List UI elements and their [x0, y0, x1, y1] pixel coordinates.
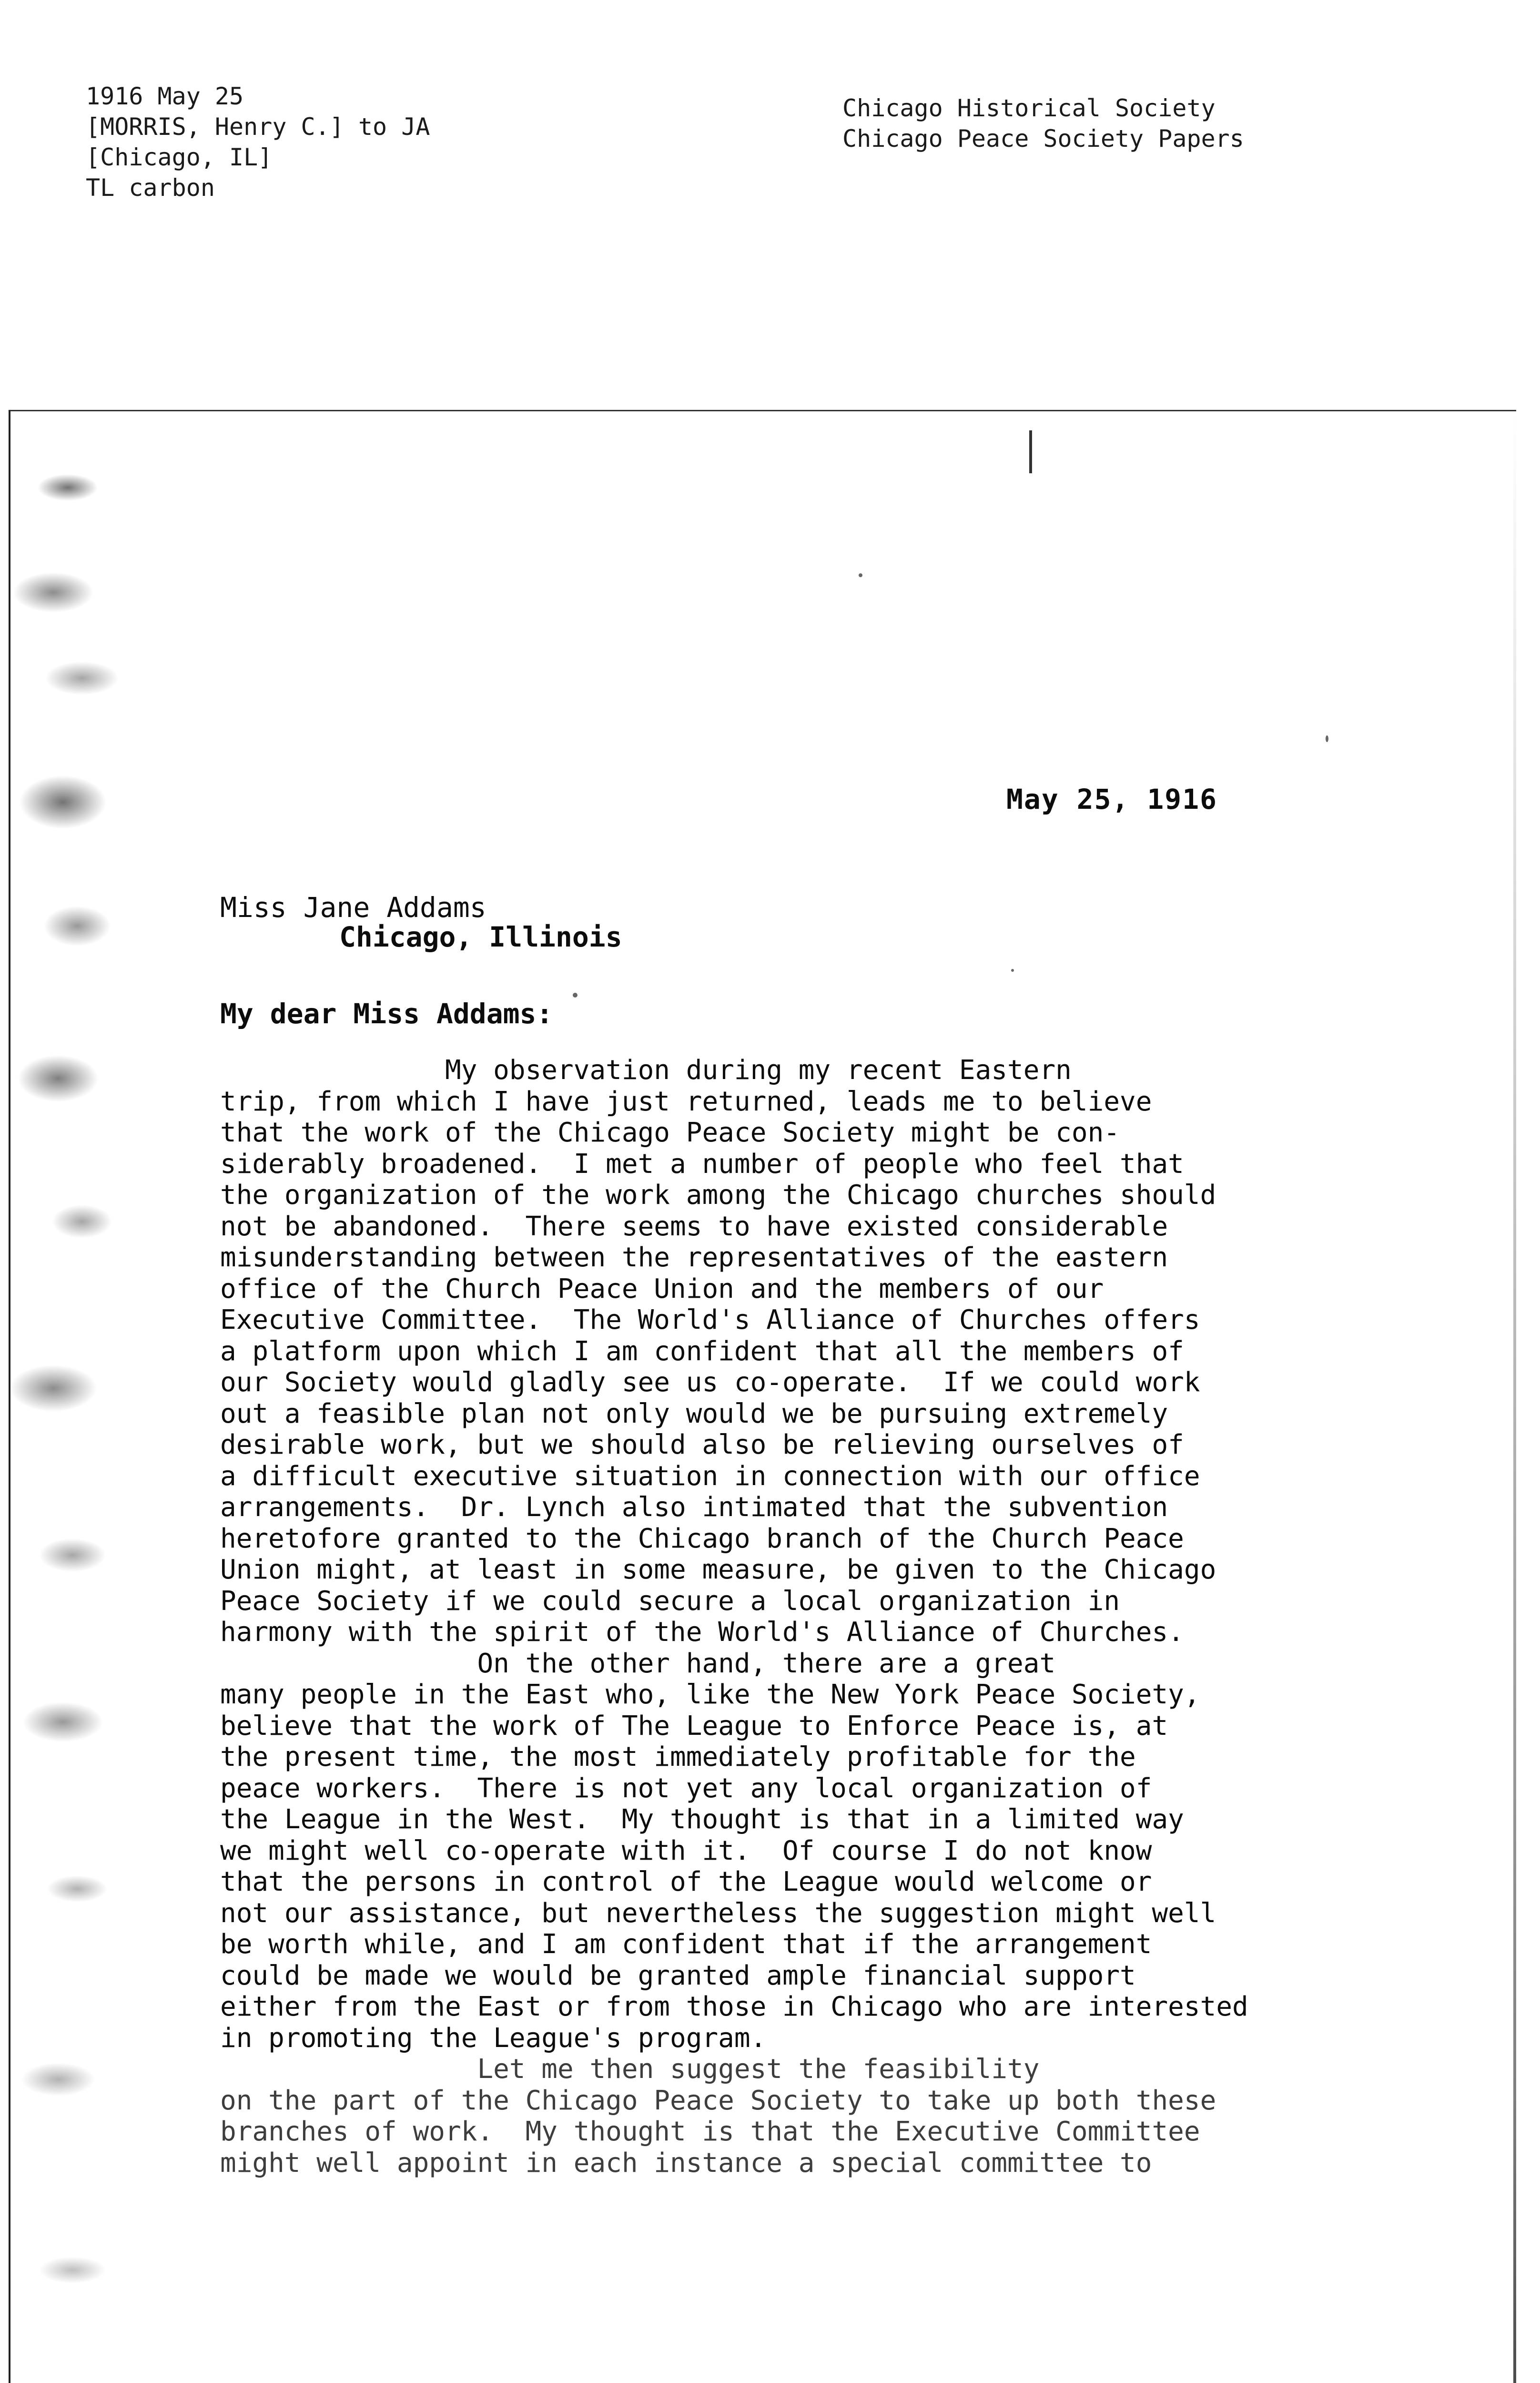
body-line: either from the East or from those in Chicago who are interested	[220, 1991, 1248, 2022]
body-line: arrangements. Dr. Lynch also intimated that the subvention	[220, 1492, 1168, 1523]
body-line: on the part of the Chicago Peace Society to take up both these	[220, 2085, 1216, 2116]
body-line: the League in the West. My thought is that in a limited way	[220, 1804, 1184, 1835]
repository-name: Chicago Historical Society	[842, 94, 1216, 122]
body-line: could be made we would be granted ample financial support	[220, 1960, 1136, 1991]
body-line: the organization of the work among the Chicago churches should	[220, 1180, 1216, 1211]
body-line: siderably broadened. I met a number of people who feel that	[220, 1148, 1184, 1180]
recipient-city: Chicago, Illinois	[339, 921, 622, 953]
body-line: that the work of the Chicago Peace Society might be con-	[220, 1117, 1120, 1148]
body-line: many people in the East who, like the New York Peace Society,	[220, 1679, 1200, 1710]
body-line: not our assistance, but nevertheless the suggestion might well	[220, 1897, 1216, 1929]
body-line: Peace Society if we could secure a local organization in	[220, 1585, 1120, 1617]
letter-date: May 25, 1916	[1006, 783, 1218, 815]
scan-speck	[1011, 969, 1014, 972]
body-line: My observation during my recent Eastern	[220, 1055, 1072, 1086]
collection-name: Chicago Peace Society Papers	[842, 125, 1244, 153]
body-line: On the other hand, there are a great	[220, 1648, 1056, 1679]
catalog-correspondents-line: [MORRIS, Henry C.] to JA	[86, 113, 430, 141]
body-line: peace workers. There is not yet any local organization of	[220, 1772, 1152, 1804]
scan-speck	[573, 993, 578, 998]
body-line: our Society would gladly see us co-operate. If we could work	[220, 1367, 1200, 1398]
body-line: we might well co-operate with it. Of course I do not know	[220, 1835, 1152, 1866]
scan-speck	[859, 573, 862, 577]
body-line: be worth while, and I am confident that if the arrangement	[220, 1929, 1152, 1960]
letter-body	[220, 1055, 1459, 2179]
body-line: a platform upon which I am confident that all the members of	[220, 1335, 1184, 1367]
scan-noise-margin	[10, 411, 168, 2383]
catalog-place-line: [Chicago, IL]	[86, 143, 273, 171]
body-line: office of the Church Peace Union and the members of our	[220, 1273, 1104, 1304]
recipient-name: Miss Jane Addams	[220, 891, 486, 924]
body-line: Executive Committee. The World's Alliance of Churches offers	[220, 1304, 1200, 1335]
scan-speck	[1326, 735, 1328, 742]
letter-page	[9, 410, 1516, 2383]
body-line: might well appoint in each instance a special committee to	[220, 2147, 1152, 2179]
catalog-header	[0, 0, 1540, 410]
body-line: believe that the work of The League to Enforce Peace is, at	[220, 1710, 1168, 1741]
body-line: desirable work, but we should also be relieving ourselves of	[220, 1429, 1184, 1460]
page-edge	[1513, 411, 1516, 2383]
body-line: that the persons in control of the League would welcome or	[220, 1866, 1152, 1897]
body-line: branches of work. My thought is that the Executive Committee	[220, 2116, 1200, 2147]
body-line: Union might, at least in some measure, be given to the Chicago	[220, 1554, 1216, 1585]
body-line: trip, from which I have just returned, leads me to believe	[220, 1086, 1152, 1117]
recipient-address	[220, 893, 622, 952]
body-line: a difficult executive situation in connection with our office	[220, 1460, 1200, 1492]
catalog-format-line: TL carbon	[86, 174, 215, 202]
catalog-date-line: 1916 May 25	[86, 82, 244, 110]
body-line: the present time, the most immediately profitable for the	[220, 1741, 1136, 1772]
fold-mark	[1029, 430, 1032, 473]
salutation: My dear Miss Addams:	[220, 998, 553, 1030]
catalog-repository	[842, 93, 1244, 154]
body-line: in promoting the League's program.	[220, 2022, 767, 2054]
body-line: harmony with the spirit of the World's Alliance of Churches.	[220, 1617, 1184, 1648]
body-line: not be abandoned. There seems to have existed considerable	[220, 1211, 1168, 1242]
body-line: heretofore granted to the Chicago branch of the Church Peace	[220, 1523, 1184, 1554]
body-line: misunderstanding between the representatives of the eastern	[220, 1242, 1168, 1273]
catalog-citation	[86, 81, 430, 203]
body-line: out a feasible plan not only would we be pursuing extremely	[220, 1398, 1168, 1429]
body-line: Let me then suggest the feasibility	[220, 2054, 1040, 2085]
